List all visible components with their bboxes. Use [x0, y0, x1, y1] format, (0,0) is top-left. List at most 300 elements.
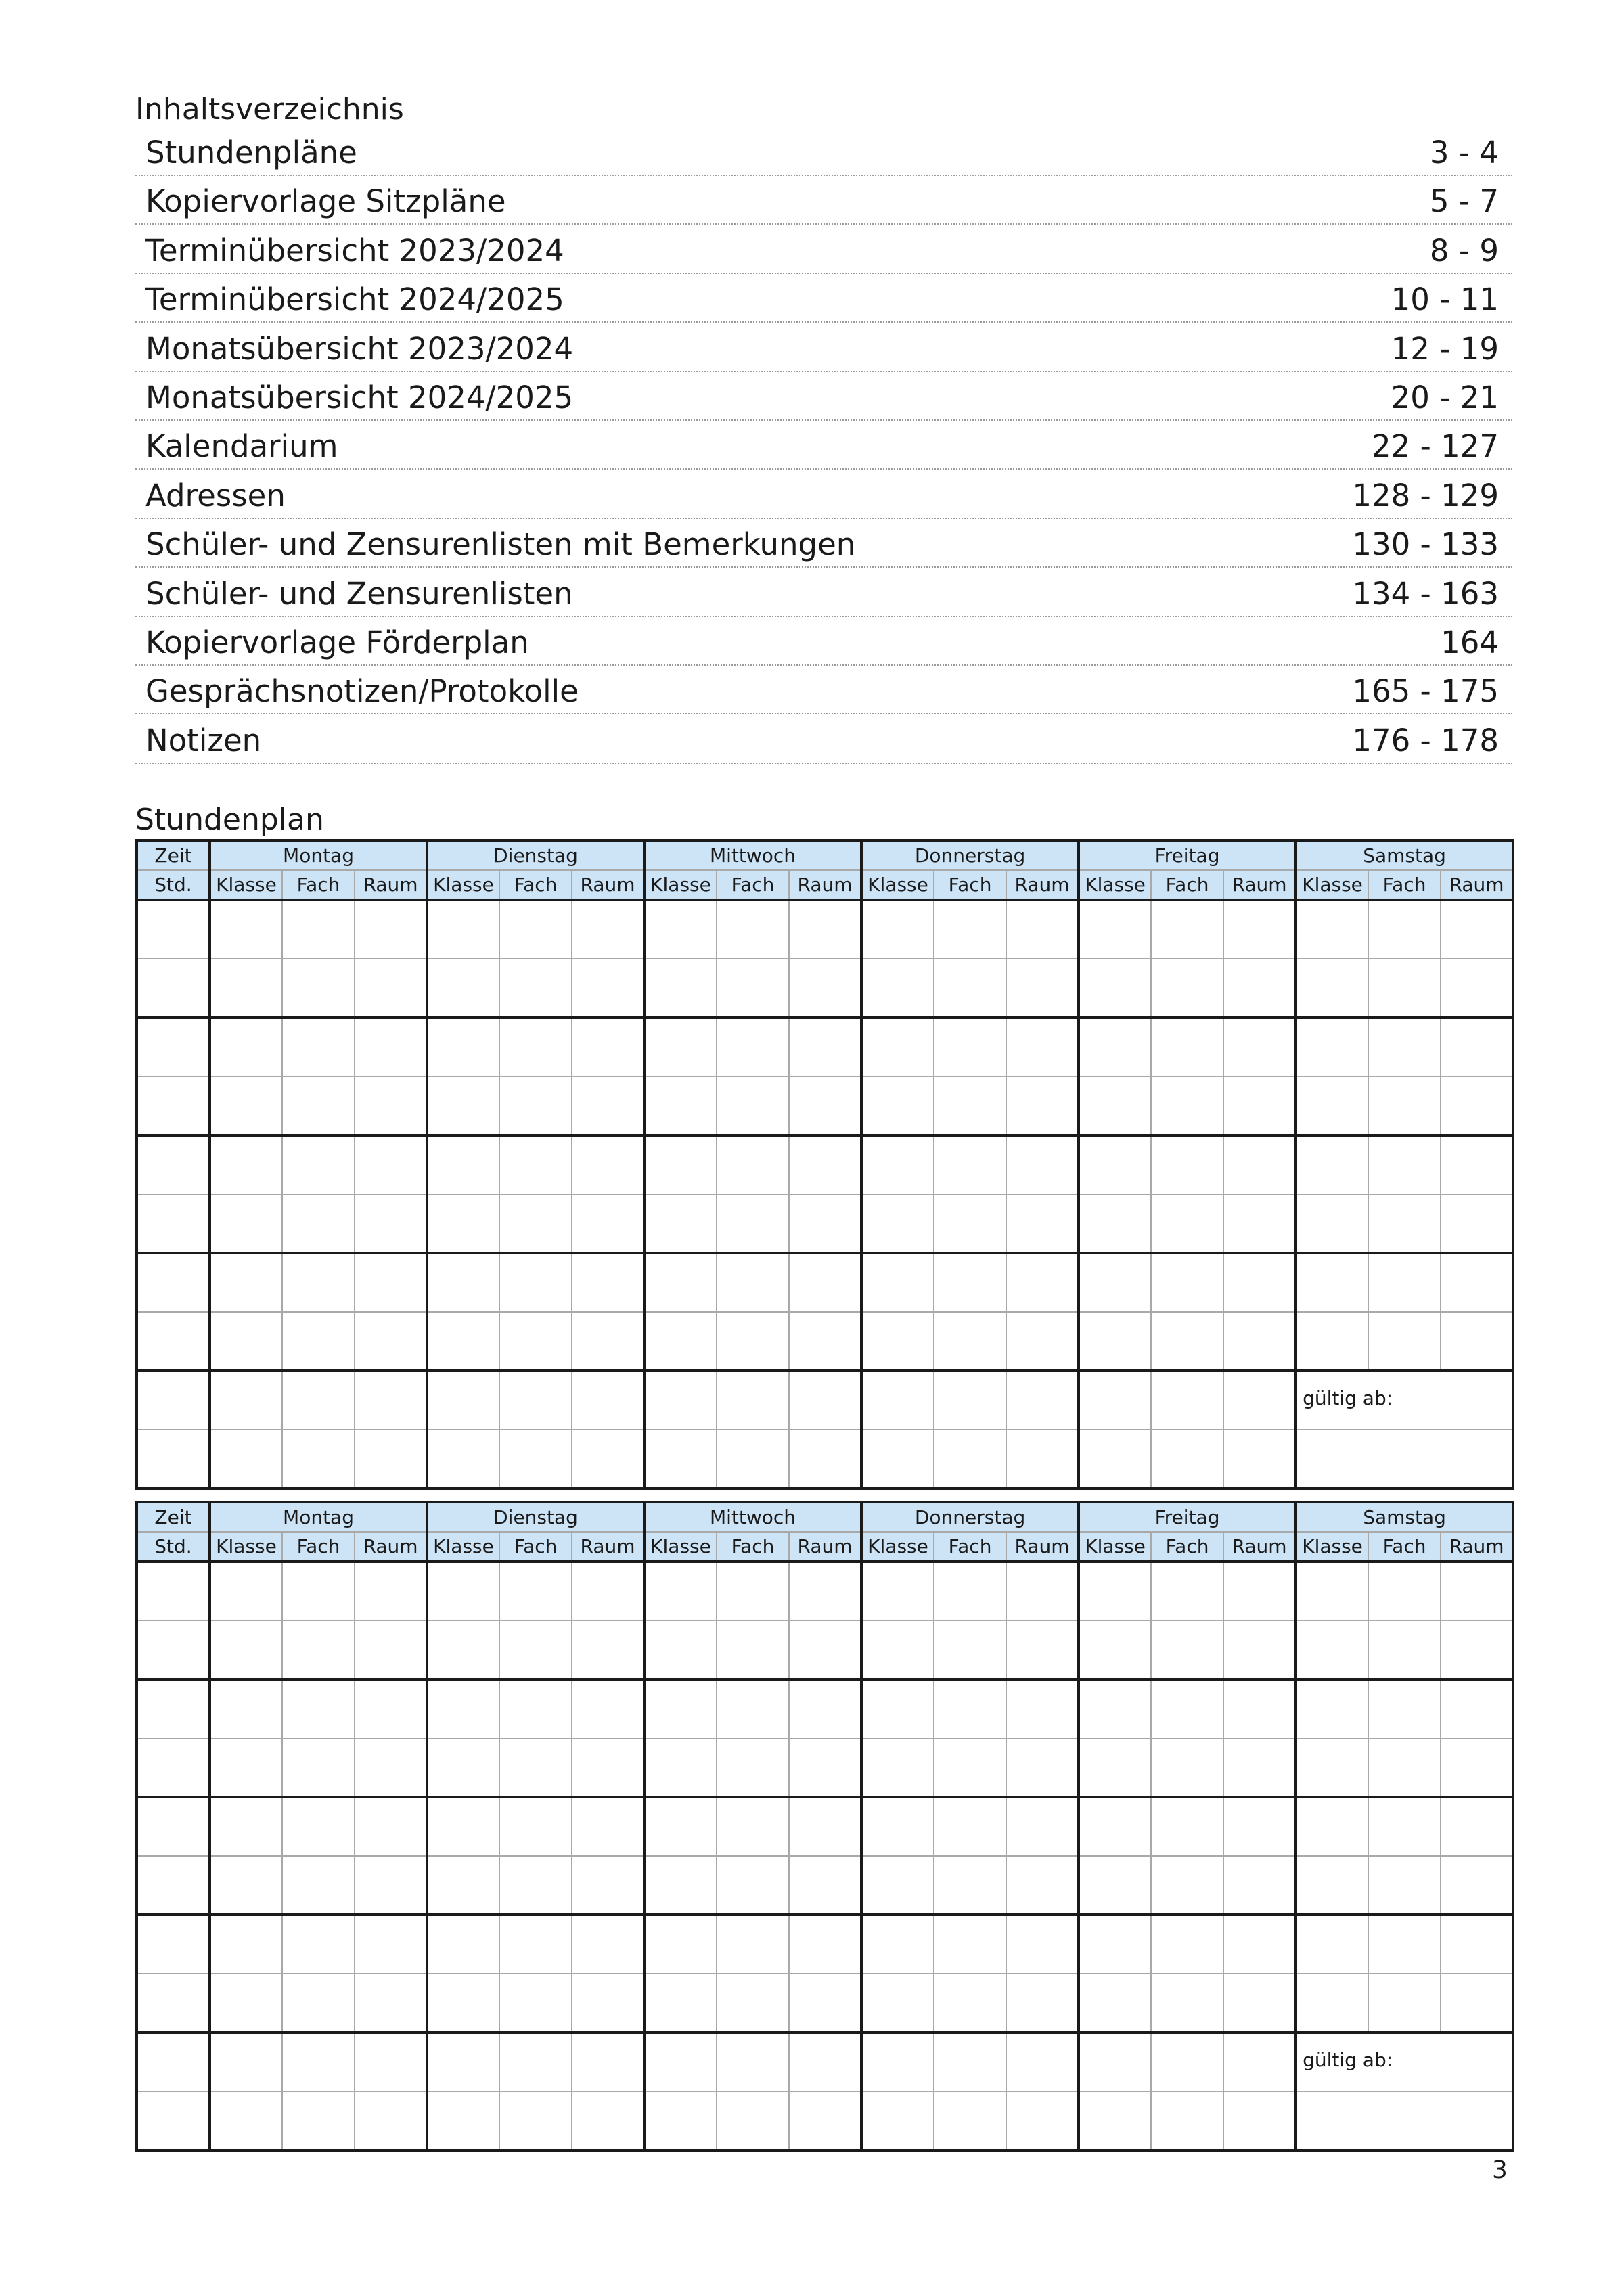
schedule-cell[interactable]: [1223, 1018, 1296, 1076]
schedule-cell[interactable]: [427, 1076, 499, 1135]
schedule-cell[interactable]: [1079, 1371, 1151, 1430]
schedule-cell[interactable]: [717, 900, 789, 959]
schedule-cell[interactable]: [572, 1194, 644, 1253]
schedule-cell[interactable]: [861, 1430, 934, 1489]
schedule-cell[interactable]: [427, 1371, 499, 1430]
schedule-cell[interactable]: [1079, 1974, 1151, 2033]
schedule-cell[interactable]: [644, 959, 717, 1018]
schedule-cell[interactable]: [499, 1974, 572, 2033]
schedule-cell[interactable]: [355, 1738, 427, 1797]
schedule-cell[interactable]: [1368, 1679, 1441, 1738]
schedule-cell[interactable]: [427, 1018, 499, 1076]
schedule-cell[interactable]: [644, 2033, 717, 2091]
schedule-cell[interactable]: [717, 1194, 789, 1253]
schedule-cell[interactable]: [427, 1562, 499, 1620]
schedule-cell[interactable]: [210, 1194, 282, 1253]
schedule-cell[interactable]: [934, 1797, 1006, 1856]
schedule-cell[interactable]: [1079, 1312, 1151, 1371]
time-cell[interactable]: [137, 2033, 210, 2091]
time-cell[interactable]: [137, 1312, 210, 1371]
schedule-cell[interactable]: [355, 1797, 427, 1856]
schedule-cell[interactable]: [355, 1856, 427, 1915]
schedule-cell[interactable]: [282, 1915, 355, 1974]
schedule-cell[interactable]: [1079, 1135, 1151, 1194]
valid-from-field[interactable]: gültig ab:: [1296, 1371, 1513, 1430]
schedule-cell[interactable]: [282, 1076, 355, 1135]
schedule-cell[interactable]: [1368, 900, 1441, 959]
schedule-cell[interactable]: [644, 900, 717, 959]
schedule-cell[interactable]: [1223, 1371, 1296, 1430]
schedule-cell[interactable]: [644, 1371, 717, 1430]
schedule-cell[interactable]: [210, 1620, 282, 1679]
schedule-cell[interactable]: [717, 1018, 789, 1076]
schedule-cell[interactable]: [210, 1076, 282, 1135]
schedule-cell[interactable]: [861, 1194, 934, 1253]
schedule-cell[interactable]: [282, 1253, 355, 1312]
schedule-cell[interactable]: [1006, 959, 1079, 1018]
schedule-cell[interactable]: [499, 1076, 572, 1135]
schedule-cell[interactable]: [427, 2091, 499, 2150]
schedule-cell[interactable]: [355, 1018, 427, 1076]
time-cell[interactable]: [137, 1135, 210, 1194]
schedule-cell[interactable]: [572, 959, 644, 1018]
schedule-cell[interactable]: [355, 2033, 427, 2091]
schedule-cell[interactable]: [427, 1915, 499, 1974]
schedule-cell[interactable]: [282, 959, 355, 1018]
schedule-cell[interactable]: [499, 1018, 572, 1076]
schedule-cell[interactable]: [427, 2033, 499, 2091]
schedule-cell[interactable]: [1368, 1856, 1441, 1915]
schedule-cell[interactable]: [499, 1253, 572, 1312]
schedule-cell[interactable]: [1441, 1797, 1513, 1856]
schedule-cell[interactable]: [210, 2091, 282, 2150]
schedule-cell[interactable]: [210, 1562, 282, 1620]
schedule-cell[interactable]: [1441, 1076, 1513, 1135]
schedule-cell[interactable]: [1151, 1797, 1223, 1856]
schedule-cell[interactable]: [644, 1679, 717, 1738]
schedule-cell[interactable]: [1223, 1797, 1296, 1856]
schedule-cell[interactable]: [1151, 900, 1223, 959]
schedule-cell[interactable]: [1151, 1076, 1223, 1135]
schedule-cell[interactable]: [282, 1974, 355, 2033]
schedule-cell[interactable]: [1223, 1076, 1296, 1135]
schedule-cell[interactable]: [1223, 1620, 1296, 1679]
schedule-cell[interactable]: [717, 2033, 789, 2091]
schedule-cell[interactable]: [355, 1253, 427, 1312]
schedule-cell[interactable]: [1006, 1253, 1079, 1312]
schedule-cell[interactable]: [644, 1076, 717, 1135]
time-cell[interactable]: [137, 1018, 210, 1076]
schedule-cell[interactable]: [499, 2091, 572, 2150]
schedule-cell[interactable]: [1079, 1194, 1151, 1253]
schedule-cell[interactable]: [1223, 1915, 1296, 1974]
schedule-cell[interactable]: [717, 959, 789, 1018]
schedule-cell[interactable]: [1441, 1915, 1513, 1974]
schedule-cell[interactable]: [1151, 1194, 1223, 1253]
schedule-cell[interactable]: [1296, 1076, 1368, 1135]
schedule-cell[interactable]: [1223, 900, 1296, 959]
schedule-cell[interactable]: [1079, 2091, 1151, 2150]
schedule-cell[interactable]: [1079, 2033, 1151, 2091]
schedule-cell[interactable]: [861, 1974, 934, 2033]
schedule-cell[interactable]: [1441, 1253, 1513, 1312]
schedule-cell[interactable]: [427, 1738, 499, 1797]
schedule-cell[interactable]: [789, 1135, 861, 1194]
schedule-cell[interactable]: [1296, 1797, 1368, 1856]
schedule-cell[interactable]: [1006, 1915, 1079, 1974]
schedule-cell[interactable]: [789, 1738, 861, 1797]
schedule-cell[interactable]: [1151, 2033, 1223, 2091]
schedule-cell[interactable]: [934, 1135, 1006, 1194]
time-cell[interactable]: [137, 1738, 210, 1797]
schedule-cell[interactable]: [210, 1974, 282, 2033]
schedule-cell[interactable]: [861, 1856, 934, 1915]
schedule-cell[interactable]: [499, 1135, 572, 1194]
schedule-cell[interactable]: [572, 1562, 644, 1620]
schedule-cell[interactable]: [572, 1312, 644, 1371]
schedule-cell[interactable]: [1223, 1430, 1296, 1489]
schedule-cell[interactable]: [644, 1974, 717, 2033]
schedule-cell[interactable]: [717, 1915, 789, 1974]
schedule-cell[interactable]: [499, 1430, 572, 1489]
schedule-cell[interactable]: [1296, 900, 1368, 959]
schedule-cell[interactable]: [427, 1856, 499, 1915]
schedule-cell[interactable]: [1079, 1253, 1151, 1312]
schedule-cell[interactable]: [1151, 1974, 1223, 2033]
schedule-cell[interactable]: [355, 1135, 427, 1194]
schedule-cell[interactable]: [427, 1194, 499, 1253]
schedule-cell[interactable]: [1441, 1194, 1513, 1253]
schedule-cell[interactable]: [210, 1430, 282, 1489]
schedule-cell[interactable]: [861, 1797, 934, 1856]
schedule-cell[interactable]: [1079, 1620, 1151, 1679]
schedule-cell[interactable]: [1368, 1915, 1441, 1974]
valid-from-field[interactable]: gültig ab:: [1296, 2033, 1513, 2091]
schedule-cell[interactable]: [717, 2091, 789, 2150]
schedule-cell[interactable]: [789, 959, 861, 1018]
schedule-cell[interactable]: [427, 1312, 499, 1371]
schedule-cell[interactable]: [282, 1135, 355, 1194]
schedule-cell[interactable]: [355, 1915, 427, 1974]
schedule-cell[interactable]: [1223, 1194, 1296, 1253]
time-cell[interactable]: [137, 1620, 210, 1679]
schedule-cell[interactable]: [717, 1974, 789, 2033]
schedule-cell[interactable]: [717, 1856, 789, 1915]
schedule-cell[interactable]: [717, 1430, 789, 1489]
schedule-cell[interactable]: [1368, 1620, 1441, 1679]
schedule-cell[interactable]: [572, 2033, 644, 2091]
schedule-cell[interactable]: [1079, 1076, 1151, 1135]
schedule-cell[interactable]: [1006, 1738, 1079, 1797]
schedule-cell[interactable]: [861, 1562, 934, 1620]
schedule-cell[interactable]: [1006, 1194, 1079, 1253]
time-cell[interactable]: [137, 1253, 210, 1312]
schedule-cell[interactable]: [1079, 1018, 1151, 1076]
schedule-cell[interactable]: [1441, 1620, 1513, 1679]
time-cell[interactable]: [137, 1679, 210, 1738]
schedule-cell[interactable]: [934, 900, 1006, 959]
schedule-cell[interactable]: [934, 959, 1006, 1018]
schedule-cell[interactable]: [934, 1856, 1006, 1915]
schedule-cell[interactable]: [282, 1797, 355, 1856]
schedule-cell[interactable]: [1296, 959, 1368, 1018]
schedule-cell[interactable]: [1151, 1856, 1223, 1915]
schedule-cell[interactable]: [861, 900, 934, 959]
schedule-cell[interactable]: [789, 2091, 861, 2150]
schedule-cell[interactable]: [1368, 1974, 1441, 2033]
schedule-cell[interactable]: [355, 1430, 427, 1489]
schedule-cell[interactable]: [355, 959, 427, 1018]
schedule-cell[interactable]: [644, 1135, 717, 1194]
schedule-cell[interactable]: [1151, 1135, 1223, 1194]
schedule-cell[interactable]: [1151, 2091, 1223, 2150]
schedule-cell[interactable]: [1441, 1679, 1513, 1738]
schedule-cell[interactable]: [427, 1620, 499, 1679]
schedule-cell[interactable]: [210, 1371, 282, 1430]
schedule-cell[interactable]: [1223, 1738, 1296, 1797]
schedule-cell[interactable]: [499, 1620, 572, 1679]
schedule-cell[interactable]: [1296, 1679, 1368, 1738]
schedule-cell[interactable]: [861, 1253, 934, 1312]
schedule-cell[interactable]: [861, 1135, 934, 1194]
schedule-cell[interactable]: [1441, 1312, 1513, 1371]
schedule-cell[interactable]: [1296, 1620, 1368, 1679]
valid-from-value-cell[interactable]: [1296, 1430, 1513, 1489]
schedule-cell[interactable]: [1079, 959, 1151, 1018]
schedule-cell[interactable]: [572, 1371, 644, 1430]
schedule-cell[interactable]: [1006, 2033, 1079, 2091]
schedule-cell[interactable]: [282, 1194, 355, 1253]
schedule-cell[interactable]: [1223, 1312, 1296, 1371]
schedule-cell[interactable]: [210, 900, 282, 959]
schedule-cell[interactable]: [861, 2091, 934, 2150]
schedule-cell[interactable]: [644, 1018, 717, 1076]
schedule-cell[interactable]: [282, 1371, 355, 1430]
schedule-cell[interactable]: [1006, 1018, 1079, 1076]
schedule-cell[interactable]: [1223, 1135, 1296, 1194]
schedule-cell[interactable]: [1079, 1738, 1151, 1797]
schedule-cell[interactable]: [1223, 2033, 1296, 2091]
schedule-cell[interactable]: [355, 1620, 427, 1679]
schedule-cell[interactable]: [789, 1915, 861, 1974]
schedule-cell[interactable]: [355, 1562, 427, 1620]
schedule-cell[interactable]: [499, 1371, 572, 1430]
schedule-cell[interactable]: [1006, 1797, 1079, 1856]
schedule-cell[interactable]: [1151, 1738, 1223, 1797]
schedule-cell[interactable]: [1006, 1974, 1079, 2033]
schedule-cell[interactable]: [789, 1620, 861, 1679]
schedule-cell[interactable]: [1151, 1915, 1223, 1974]
schedule-cell[interactable]: [1006, 1135, 1079, 1194]
schedule-cell[interactable]: [789, 1076, 861, 1135]
schedule-cell[interactable]: [1296, 1915, 1368, 1974]
schedule-cell[interactable]: [572, 1076, 644, 1135]
schedule-cell[interactable]: [572, 1135, 644, 1194]
time-cell[interactable]: [137, 1371, 210, 1430]
schedule-cell[interactable]: [210, 1253, 282, 1312]
schedule-cell[interactable]: [1006, 1371, 1079, 1430]
schedule-cell[interactable]: [499, 1194, 572, 1253]
schedule-cell[interactable]: [861, 1915, 934, 1974]
schedule-cell[interactable]: [789, 1194, 861, 1253]
schedule-cell[interactable]: [644, 1797, 717, 1856]
schedule-cell[interactable]: [1079, 1679, 1151, 1738]
schedule-cell[interactable]: [572, 1620, 644, 1679]
schedule-cell[interactable]: [1079, 1915, 1151, 1974]
schedule-cell[interactable]: [717, 1076, 789, 1135]
schedule-cell[interactable]: [934, 1430, 1006, 1489]
schedule-cell[interactable]: [861, 1738, 934, 1797]
schedule-cell[interactable]: [499, 1856, 572, 1915]
schedule-cell[interactable]: [861, 1312, 934, 1371]
schedule-cell[interactable]: [789, 1253, 861, 1312]
schedule-cell[interactable]: [717, 1135, 789, 1194]
schedule-cell[interactable]: [934, 2033, 1006, 2091]
schedule-cell[interactable]: [1368, 1312, 1441, 1371]
schedule-cell[interactable]: [427, 1430, 499, 1489]
schedule-cell[interactable]: [644, 1620, 717, 1679]
schedule-cell[interactable]: [1296, 1312, 1368, 1371]
schedule-cell[interactable]: [934, 2091, 1006, 2150]
schedule-cell[interactable]: [499, 900, 572, 959]
schedule-cell[interactable]: [499, 1797, 572, 1856]
schedule-cell[interactable]: [1368, 959, 1441, 1018]
schedule-cell[interactable]: [1368, 1562, 1441, 1620]
schedule-cell[interactable]: [355, 1312, 427, 1371]
schedule-cell[interactable]: [789, 1430, 861, 1489]
schedule-cell[interactable]: [717, 1797, 789, 1856]
schedule-cell[interactable]: [1368, 1194, 1441, 1253]
schedule-cell[interactable]: [644, 1562, 717, 1620]
schedule-cell[interactable]: [1151, 1430, 1223, 1489]
schedule-cell[interactable]: [1223, 1856, 1296, 1915]
schedule-cell[interactable]: [1441, 1974, 1513, 2033]
time-cell[interactable]: [137, 900, 210, 959]
schedule-cell[interactable]: [282, 1430, 355, 1489]
schedule-cell[interactable]: [1006, 1312, 1079, 1371]
schedule-cell[interactable]: [572, 1915, 644, 1974]
schedule-cell[interactable]: [282, 2091, 355, 2150]
schedule-cell[interactable]: [1151, 959, 1223, 1018]
time-cell[interactable]: [137, 2091, 210, 2150]
schedule-cell[interactable]: [1223, 1679, 1296, 1738]
schedule-cell[interactable]: [644, 1430, 717, 1489]
schedule-cell[interactable]: [572, 1974, 644, 2033]
schedule-cell[interactable]: [934, 1253, 1006, 1312]
schedule-cell[interactable]: [1296, 1135, 1368, 1194]
schedule-cell[interactable]: [789, 1562, 861, 1620]
schedule-cell[interactable]: [934, 1018, 1006, 1076]
schedule-cell[interactable]: [499, 1562, 572, 1620]
schedule-cell[interactable]: [1441, 1018, 1513, 1076]
schedule-cell[interactable]: [499, 2033, 572, 2091]
schedule-cell[interactable]: [499, 959, 572, 1018]
schedule-cell[interactable]: [210, 1312, 282, 1371]
schedule-cell[interactable]: [1223, 2091, 1296, 2150]
schedule-cell[interactable]: [1223, 1562, 1296, 1620]
time-cell[interactable]: [137, 1430, 210, 1489]
schedule-cell[interactable]: [499, 1312, 572, 1371]
schedule-cell[interactable]: [355, 1076, 427, 1135]
schedule-cell[interactable]: [1368, 1135, 1441, 1194]
schedule-cell[interactable]: [644, 2091, 717, 2150]
schedule-cell[interactable]: [1441, 1562, 1513, 1620]
schedule-cell[interactable]: [1296, 1194, 1368, 1253]
schedule-cell[interactable]: [644, 1312, 717, 1371]
schedule-cell[interactable]: [210, 1679, 282, 1738]
schedule-cell[interactable]: [934, 1562, 1006, 1620]
schedule-cell[interactable]: [210, 959, 282, 1018]
schedule-cell[interactable]: [355, 1371, 427, 1430]
schedule-cell[interactable]: [572, 900, 644, 959]
schedule-cell[interactable]: [1296, 1018, 1368, 1076]
schedule-cell[interactable]: [282, 900, 355, 959]
schedule-cell[interactable]: [355, 1679, 427, 1738]
schedule-cell[interactable]: [1296, 1856, 1368, 1915]
schedule-cell[interactable]: [427, 1253, 499, 1312]
schedule-cell[interactable]: [1006, 1430, 1079, 1489]
schedule-cell[interactable]: [934, 1738, 1006, 1797]
schedule-cell[interactable]: [427, 1797, 499, 1856]
time-cell[interactable]: [137, 1562, 210, 1620]
schedule-cell[interactable]: [282, 1679, 355, 1738]
time-cell[interactable]: [137, 959, 210, 1018]
schedule-cell[interactable]: [644, 1856, 717, 1915]
schedule-cell[interactable]: [934, 1679, 1006, 1738]
schedule-cell[interactable]: [210, 1915, 282, 1974]
schedule-cell[interactable]: [572, 1430, 644, 1489]
schedule-cell[interactable]: [572, 1856, 644, 1915]
schedule-cell[interactable]: [1006, 1856, 1079, 1915]
schedule-cell[interactable]: [282, 1562, 355, 1620]
schedule-cell[interactable]: [427, 1974, 499, 2033]
schedule-cell[interactable]: [1223, 959, 1296, 1018]
schedule-cell[interactable]: [1006, 1679, 1079, 1738]
schedule-cell[interactable]: [1079, 1856, 1151, 1915]
schedule-cell[interactable]: [499, 1679, 572, 1738]
schedule-cell[interactable]: [934, 1194, 1006, 1253]
schedule-cell[interactable]: [427, 1679, 499, 1738]
schedule-cell[interactable]: [1441, 1856, 1513, 1915]
schedule-cell[interactable]: [1151, 1620, 1223, 1679]
schedule-cell[interactable]: [1368, 1018, 1441, 1076]
schedule-cell[interactable]: [861, 1620, 934, 1679]
schedule-cell[interactable]: [861, 2033, 934, 2091]
schedule-cell[interactable]: [1006, 1562, 1079, 1620]
schedule-cell[interactable]: [644, 1194, 717, 1253]
time-cell[interactable]: [137, 1076, 210, 1135]
schedule-cell[interactable]: [644, 1738, 717, 1797]
schedule-cell[interactable]: [789, 1856, 861, 1915]
schedule-cell[interactable]: [427, 1135, 499, 1194]
time-cell[interactable]: [137, 1797, 210, 1856]
schedule-cell[interactable]: [1151, 1371, 1223, 1430]
schedule-cell[interactable]: [1079, 900, 1151, 959]
schedule-cell[interactable]: [1079, 1430, 1151, 1489]
schedule-cell[interactable]: [1006, 2091, 1079, 2150]
schedule-cell[interactable]: [1368, 1253, 1441, 1312]
schedule-cell[interactable]: [282, 2033, 355, 2091]
schedule-cell[interactable]: [717, 1679, 789, 1738]
schedule-cell[interactable]: [355, 1974, 427, 2033]
schedule-cell[interactable]: [1006, 1076, 1079, 1135]
schedule-cell[interactable]: [789, 1371, 861, 1430]
schedule-cell[interactable]: [499, 1915, 572, 1974]
schedule-cell[interactable]: [934, 1371, 1006, 1430]
schedule-cell[interactable]: [789, 1797, 861, 1856]
schedule-cell[interactable]: [934, 1312, 1006, 1371]
schedule-cell[interactable]: [789, 1974, 861, 2033]
